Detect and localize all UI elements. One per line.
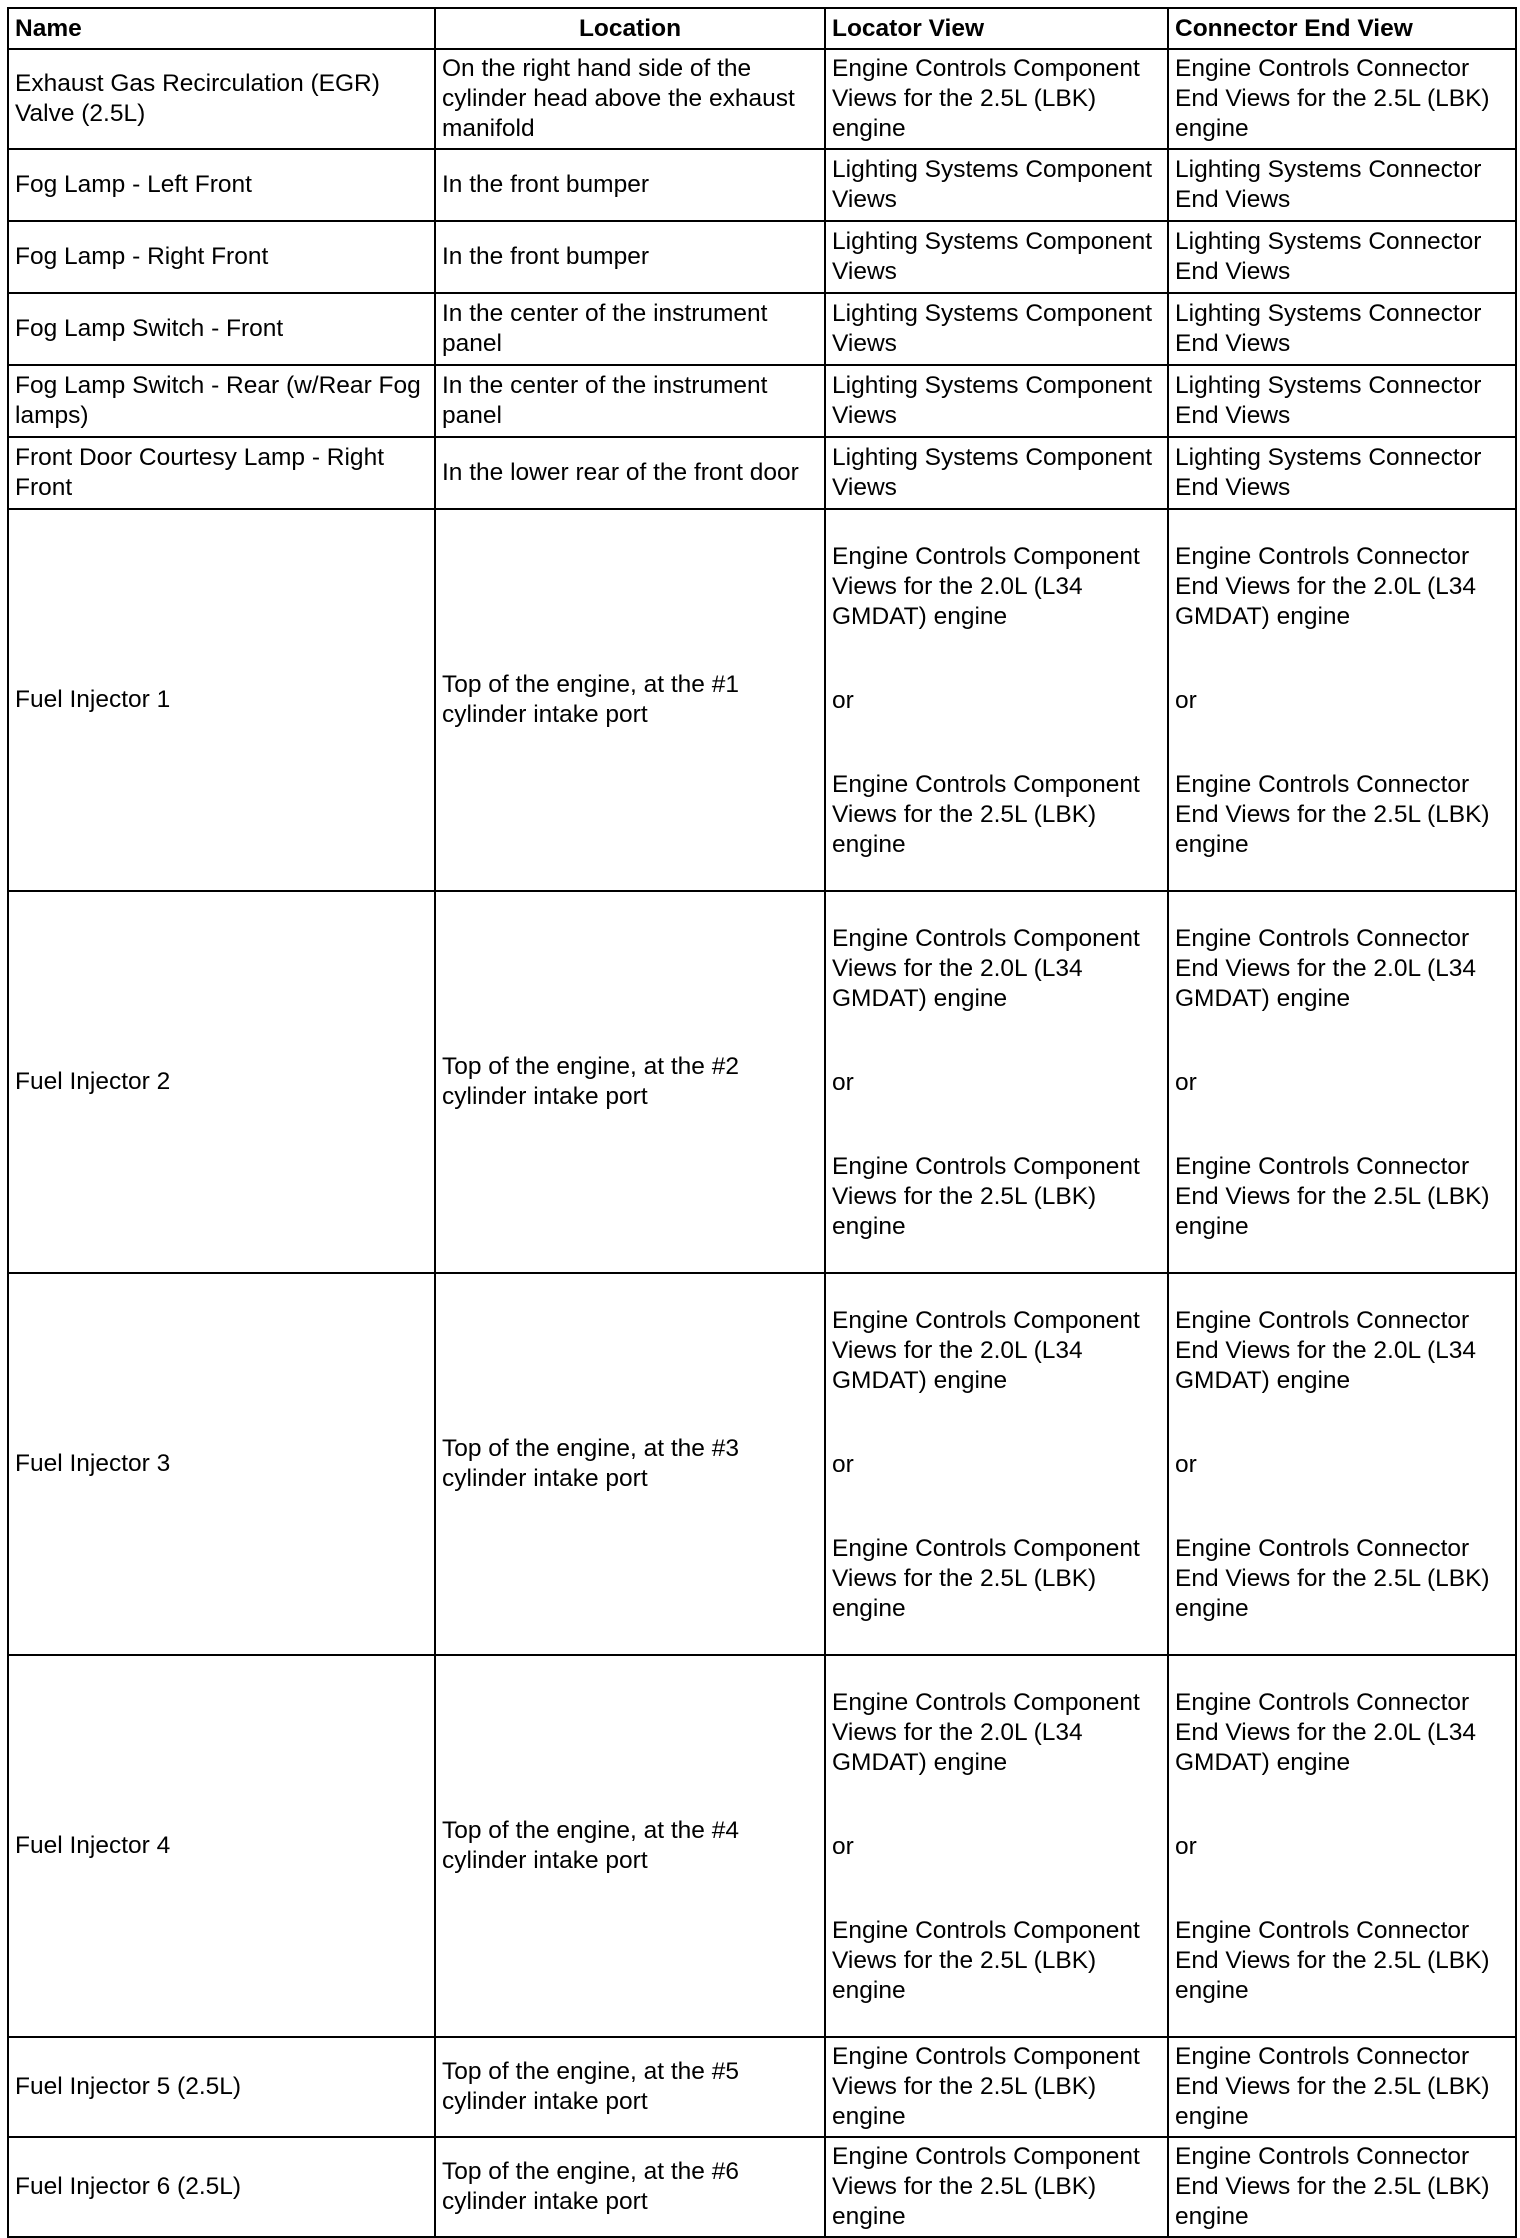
cell-locator-view bbox=[825, 1273, 1168, 1655]
locator-option-2-0l: Engine Controls Component Views for the 2.0L (L34 GMDAT) engine bbox=[832, 1689, 1140, 1776]
cell-location: Top of the engine, at the #2 cylinder intake port bbox=[435, 891, 825, 1273]
cell-connector-end-view: Lighting Systems Connector End Views bbox=[1168, 437, 1516, 509]
table-row bbox=[8, 221, 1516, 293]
component-locator-table bbox=[7, 7, 1517, 2238]
cell-connector-end-view: Lighting Systems Connector End Views bbox=[1168, 149, 1516, 221]
cell-connector-end-view: Engine Controls Connector End Views for the 2.5L (LBK) engine bbox=[1168, 49, 1516, 149]
cell-name: Fog Lamp Switch - Rear (w/Rear Fog lamps) bbox=[8, 365, 435, 437]
header-connector-end-view: Connector End View bbox=[1168, 8, 1516, 49]
cell-location: In the front bumper bbox=[435, 149, 825, 221]
header-location: Location bbox=[435, 8, 825, 49]
table-row bbox=[8, 891, 1516, 1273]
cell-locator-view bbox=[825, 1655, 1168, 2037]
locator-option-2-0l: Engine Controls Component Views for the 2.0L (L34 GMDAT) engine bbox=[832, 925, 1140, 1012]
cell-name: Fuel Injector 4 bbox=[8, 1655, 435, 2037]
cell-locator-view: Lighting Systems Component Views bbox=[825, 437, 1168, 509]
cell-name: Fuel Injector 5 (2.5L) bbox=[8, 2037, 435, 2137]
header-name: Name bbox=[8, 8, 435, 49]
or-separator: or bbox=[832, 1069, 854, 1096]
table-row bbox=[8, 1273, 1516, 1655]
cell-connector-end-view: Lighting Systems Connector End Views bbox=[1168, 221, 1516, 293]
connector-option-2-0l: Engine Controls Connector End Views for the 2.0L (L34 GMDAT) engine bbox=[1175, 1307, 1476, 1394]
cell-location: Top of the engine, at the #3 cylinder intake port bbox=[435, 1273, 825, 1655]
cell-location: Top of the engine, at the #1 cylinder intake port bbox=[435, 509, 825, 891]
cell-location: In the center of the instrument panel bbox=[435, 365, 825, 437]
cell-name: Fuel Injector 3 bbox=[8, 1273, 435, 1655]
cell-locator-view bbox=[825, 891, 1168, 1273]
cell-connector-end-view bbox=[1168, 1655, 1516, 2037]
cell-locator-view: Lighting Systems Component Views bbox=[825, 293, 1168, 365]
cell-locator-view: Lighting Systems Component Views bbox=[825, 149, 1168, 221]
or-separator: or bbox=[832, 1451, 854, 1478]
or-separator: or bbox=[1175, 1069, 1197, 1096]
cell-connector-end-view bbox=[1168, 1273, 1516, 1655]
header-locator-view: Locator View bbox=[825, 8, 1168, 49]
cell-locator-view bbox=[825, 509, 1168, 891]
cell-connector-end-view: Lighting Systems Connector End Views bbox=[1168, 365, 1516, 437]
cell-connector-end-view: Engine Controls Connector End Views for the 2.5L (LBK) engine bbox=[1168, 2037, 1516, 2137]
locator-option-2-5l: Engine Controls Component Views for the 2.5L (LBK) engine bbox=[832, 771, 1140, 858]
cell-locator-view: Engine Controls Component Views for the 2.5L (LBK) engine bbox=[825, 2037, 1168, 2137]
cell-name: Fuel Injector 2 bbox=[8, 891, 435, 1273]
cell-name: Exhaust Gas Recirculation (EGR) Valve (2.5L) bbox=[8, 49, 435, 149]
table-row bbox=[8, 49, 1516, 149]
cell-locator-view: Engine Controls Component Views for the 2.5L (LBK) engine bbox=[825, 49, 1168, 149]
cell-connector-end-view: Engine Controls Connector End Views for the 2.5L (LBK) engine bbox=[1168, 2137, 1516, 2237]
table-row bbox=[8, 2137, 1516, 2237]
or-separator: or bbox=[1175, 1451, 1197, 1478]
or-separator: or bbox=[832, 687, 854, 714]
cell-name: Fog Lamp - Right Front bbox=[8, 221, 435, 293]
locator-option-2-5l: Engine Controls Component Views for the 2.5L (LBK) engine bbox=[832, 1917, 1140, 2004]
cell-locator-view: Lighting Systems Component Views bbox=[825, 365, 1168, 437]
table-row bbox=[8, 1655, 1516, 2037]
cell-connector-end-view bbox=[1168, 891, 1516, 1273]
table-row bbox=[8, 509, 1516, 891]
locator-option-2-5l: Engine Controls Component Views for the 2.5L (LBK) engine bbox=[832, 1153, 1140, 1240]
table-row bbox=[8, 149, 1516, 221]
cell-locator-view: Lighting Systems Component Views bbox=[825, 221, 1168, 293]
table-row bbox=[8, 293, 1516, 365]
table-row bbox=[8, 2037, 1516, 2137]
connector-option-2-5l: Engine Controls Connector End Views for the 2.5L (LBK) engine bbox=[1175, 1535, 1490, 1622]
locator-option-2-0l: Engine Controls Component Views for the 2.0L (L34 GMDAT) engine bbox=[832, 1307, 1140, 1394]
cell-location: Top of the engine, at the #5 cylinder intake port bbox=[435, 2037, 825, 2137]
table-row bbox=[8, 365, 1516, 437]
cell-locator-view: Engine Controls Component Views for the 2.5L (LBK) engine bbox=[825, 2137, 1168, 2237]
cell-location: On the right hand side of the cylinder head above the exhaust manifold bbox=[435, 49, 825, 149]
or-separator: or bbox=[1175, 1833, 1197, 1860]
cell-connector-end-view bbox=[1168, 509, 1516, 891]
connector-option-2-0l: Engine Controls Connector End Views for the 2.0L (L34 GMDAT) engine bbox=[1175, 1689, 1476, 1776]
cell-location: Top of the engine, at the #6 cylinder intake port bbox=[435, 2137, 825, 2237]
cell-location: Top of the engine, at the #4 cylinder intake port bbox=[435, 1655, 825, 2037]
cell-location: In the lower rear of the front door bbox=[435, 437, 825, 509]
table-row bbox=[8, 437, 1516, 509]
connector-option-2-5l: Engine Controls Connector End Views for the 2.5L (LBK) engine bbox=[1175, 1917, 1490, 2004]
locator-option-2-0l: Engine Controls Component Views for the 2.0L (L34 GMDAT) engine bbox=[832, 543, 1140, 630]
cell-name: Fog Lamp Switch - Front bbox=[8, 293, 435, 365]
connector-option-2-5l: Engine Controls Connector End Views for the 2.5L (LBK) engine bbox=[1175, 1153, 1490, 1240]
cell-name: Front Door Courtesy Lamp - Right Front bbox=[8, 437, 435, 509]
locator-option-2-5l: Engine Controls Component Views for the 2.5L (LBK) engine bbox=[832, 1535, 1140, 1622]
or-separator: or bbox=[832, 1833, 854, 1860]
header-row bbox=[8, 8, 1516, 49]
cell-name: Fog Lamp - Left Front bbox=[8, 149, 435, 221]
connector-option-2-0l: Engine Controls Connector End Views for the 2.0L (L34 GMDAT) engine bbox=[1175, 925, 1476, 1012]
cell-name: Fuel Injector 1 bbox=[8, 509, 435, 891]
connector-option-2-0l: Engine Controls Connector End Views for the 2.0L (L34 GMDAT) engine bbox=[1175, 543, 1476, 630]
cell-name: Fuel Injector 6 (2.5L) bbox=[8, 2137, 435, 2237]
or-separator: or bbox=[1175, 687, 1197, 714]
cell-location: In the center of the instrument panel bbox=[435, 293, 825, 365]
connector-option-2-5l: Engine Controls Connector End Views for the 2.5L (LBK) engine bbox=[1175, 771, 1490, 858]
cell-connector-end-view: Lighting Systems Connector End Views bbox=[1168, 293, 1516, 365]
cell-location: In the front bumper bbox=[435, 221, 825, 293]
